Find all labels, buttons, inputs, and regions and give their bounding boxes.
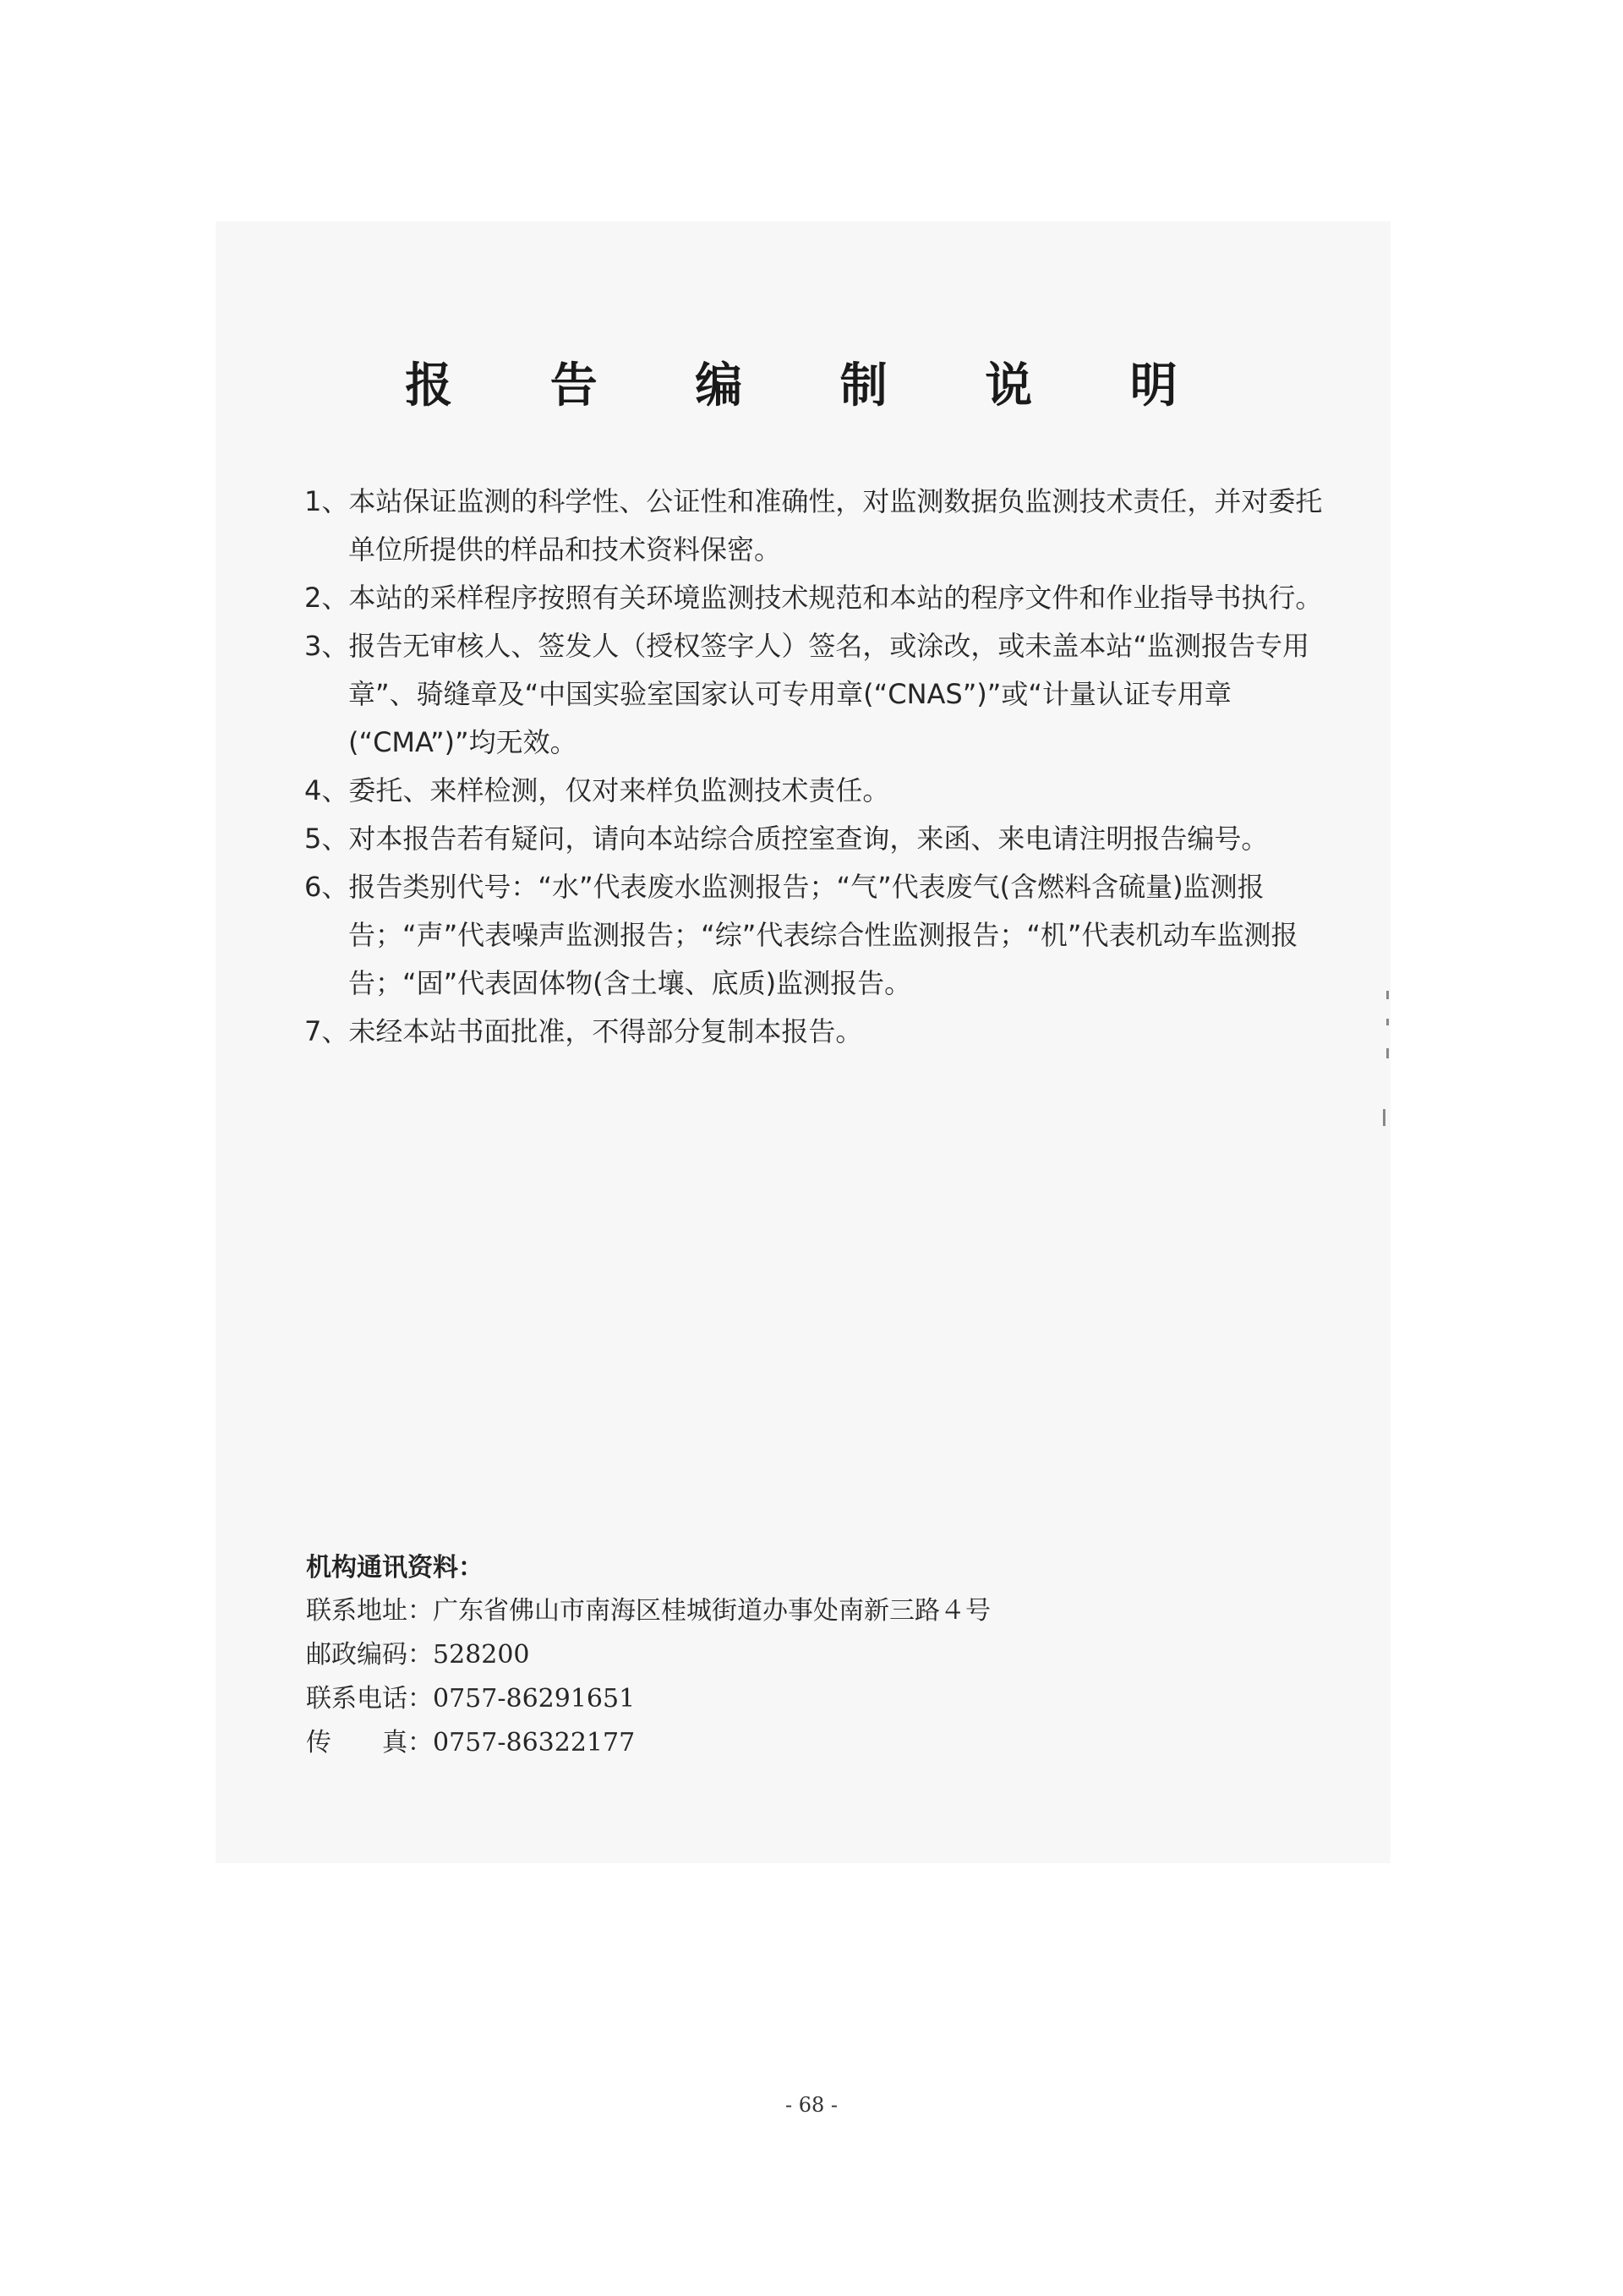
note-item-6: 6、报告类别代号：“水”代表废水监测报告；“气”代表废气(含燃料含硫量)监测报告；“声”代表噪声监测报告；“综”代表综合性监测报告；“机”代表机动车监测报告；“固”代表固体物(含土壤、底质)监测报告。 <box>304 871 1298 999</box>
note-item-1: 1、本站保证监测的科学性、公证性和准确性，对监测数据负监测技术责任，并对委托单位所提供的样品和技术资料保密。 <box>304 485 1323 566</box>
address-label: 联系地址： <box>306 1596 433 1626</box>
note-item-3: 3、报告无审核人、签发人（授权签字人）签名，或涂改，或未盖本站“监测报告专用章”、骑缝章及“中国实验室国家认可专用章(“CNAS”)”或“计量认证专用章(“CMA”)”均无效。 <box>304 630 1309 758</box>
contact-address-row <box>306 1589 1236 1633</box>
document-title: 报 告 编 制 说 明 <box>405 358 1218 413</box>
note-item-4: 4、委托、来样检测，仅对来样负监测技术责任。 <box>304 774 890 806</box>
notes-list <box>304 478 1344 1056</box>
postcode-value: 528200 <box>433 1640 530 1670</box>
scan-speck <box>1383 1109 1385 1126</box>
page-number: - 68 - <box>784 2093 838 2117</box>
phone-label: 联系电话： <box>306 1684 433 1714</box>
contact-heading: 机构通讯资料： <box>306 1553 484 1583</box>
contact-section <box>306 1547 1236 1765</box>
address-value: 广东省佛山市南海区桂城街道办事处南新三路４号 <box>433 1596 991 1626</box>
note-item-5: 5、对本报告若有疑问，请向本站综合质控室查询，来函、来电请注明报告编号。 <box>304 823 1269 855</box>
fax-value: 0757-86322177 <box>433 1728 636 1758</box>
phone-value: 0757-86291651 <box>433 1684 636 1714</box>
note-item-7: 7、未经本站书面批准，不得部分复制本报告。 <box>304 1015 863 1047</box>
contact-phone-row <box>306 1677 1236 1721</box>
note-item-2: 2、本站的采样程序按照有关环境监测技术规范和本站的程序文件和作业指导书执行。 <box>304 582 1323 614</box>
scan-speck <box>1386 991 1389 999</box>
contact-fax-row <box>306 1721 1236 1765</box>
postcode-label: 邮政编码： <box>306 1640 433 1670</box>
scan-speck <box>1386 1019 1389 1025</box>
scan-speck <box>1386 1048 1389 1058</box>
fax-label: 传 真： <box>306 1728 433 1758</box>
contact-postcode-row <box>306 1633 1236 1677</box>
